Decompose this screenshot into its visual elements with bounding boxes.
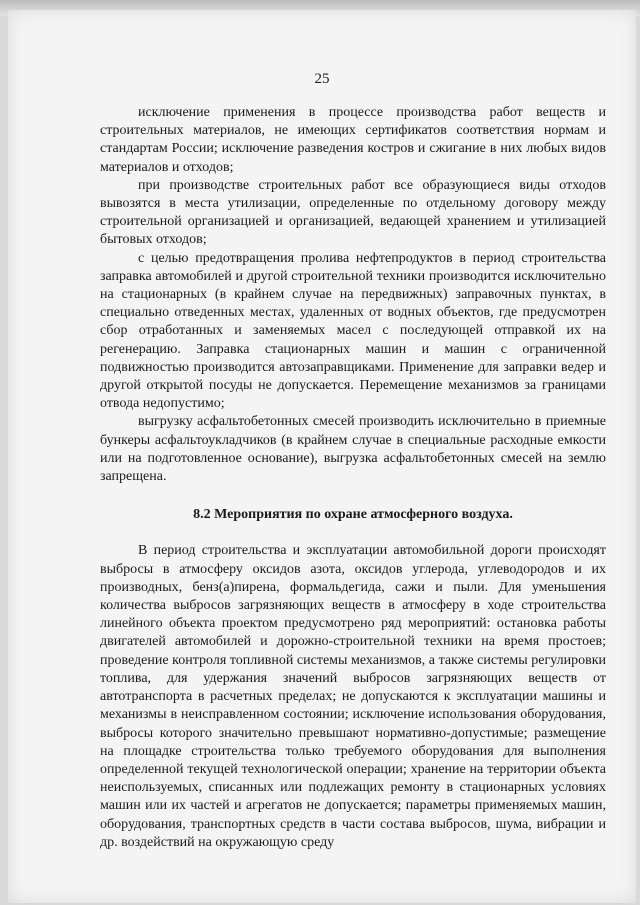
section-heading: 8.2 Мероприятия по охране атмосферного воздуха.: [193, 507, 513, 523]
document-page: [8, 10, 636, 903]
paragraph-chemicals: исключение применения в процессе производства работ веществ и строительных материалов, не имеющих сертификатов соответствия нормам и стандартам России; исключение разведения костров и сжигание в них любых видов материалов и отходов;: [100, 105, 606, 175]
paragraph-waste: при производстве строительных работ все образующиеся виды отходов вывозятся в места утилизации, определенные по отдельному договору между строительной организацией и организацией, ведающей хранением и утилизацией бытовых отходов;: [100, 177, 606, 248]
paragraph-air: В период строительства и эксплуатации автомобильной дороги происходят выбросы в атмосферу оксидов азота, оксидов углерода, углеводородов и их производных, бенз(а)пирена, формальдегида, сажи и пыли. Для уменьшения количества выбросов загрязняющих веществ в атмосферу в ходе строительства линейного объекта проектом предусмотрено ряд мероприятий: остановка работы двигателей автомобилей и дорожно-строительной техники на время простоев; проведение контроля топливной системы механизмов, а также системы регулировки топлива, для удержания значений выбросов загрязняющих веществ от автотранспорта в расчетных пределах; не допускаются к эксплуатации машины и механизмы в неисправленном состоянии; исключение использования оборудования, выбросы которого значительно превышают нормативно-допустимые; размещение на площадке строительства только требуемого оборудования для выполнения определенной текущей технологической операции; хранение на территории объекта неиспользуемых, списанных или подлежащих ремонту в стационарных условиях машин или их частей и агрегатов не допускается; параметры применяемых машин, оборудования, транспортных средств в части состава выбросов, шума, вибрации и др. воздействий на окружающую среду: [100, 543, 606, 850]
paragraph-asphalt: выгрузку асфальтобетонных смесей производить исключительно в приемные бункеры асфальтоукладчиков (в крайнем случае в специальные расходные емкости или на подготовленное основание), выгрузка асфальтобетонных смесей на землю запрещена.: [100, 414, 606, 485]
page-body: [100, 104, 606, 852]
page-number: 25: [314, 71, 330, 87]
paragraph-fuel: с целью предотвращения пролива нефтепродуктов в период строительства заправка автомобилей и другой строительной техники производится исключительно на стационарных (в крайнем случае на передвижных) заправочных пунктах, в специально отведенных местах, удаленных от водных объектов, где предусмотрен сбор отработанных и заменяемых масел с последующей отправкой их на регенерацию. Заправка стационарных машин и машин с ограниченной подвижностью производится автозаправщиками. Применение для заправки ведер и другой открытой посуды не допускается. Перемещение механизмов за границами отвода недопустимо;: [100, 250, 606, 412]
